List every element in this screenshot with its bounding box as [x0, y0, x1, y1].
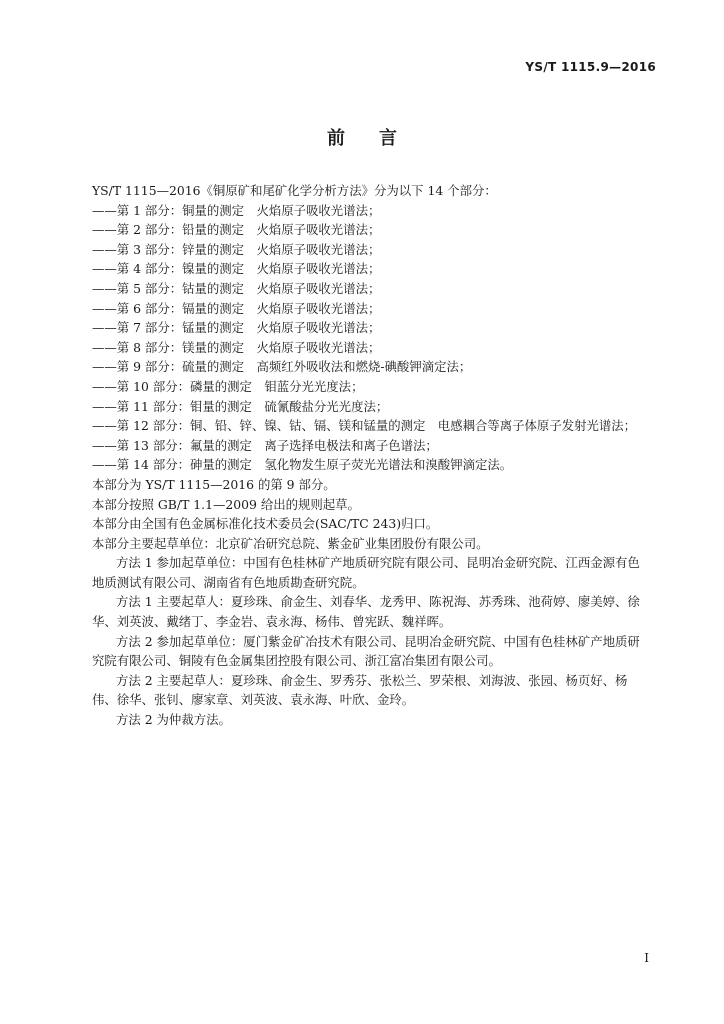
arbitration-method: 方法 2 为仲裁方法。	[116, 712, 231, 728]
intro-paragraph: YS/T 1115—2016《铜原矿和尾矿化学分析方法》分为以下 14 个部分：	[92, 183, 497, 198]
list-item-part-4: ——第 4 部分：镍量的测定 火焰原子吸收光谱法；	[92, 261, 381, 277]
list-item-part-5: ——第 5 部分：钴量的测定 火焰原子吸收光谱法；	[92, 280, 381, 296]
list-item-part-6: ——第 6 部分：镉量的测定 火焰原子吸收光谱法；	[92, 300, 381, 316]
parts-list	[92, 201, 648, 475]
list-item-part-12: ——第 12 部分：铜、铅、锌、镍、钴、镉、镁和锰量的测定 电感耦合等离子体原子发射光谱法；	[92, 418, 637, 434]
document-code: YS/T 1115.9—2016	[525, 60, 656, 74]
proposed-by: 本部分由全国有色金属标准化技术委员会(SAC/TC 243)归口。	[92, 516, 439, 532]
method2-drafting-units: 方法 2 参加起草单位：厦门紫金矿冶技术有限公司、昆明冶金研究院、中国有色桂林矿产地质研究院有限公司、铜陵有色金属集团控股有限公司、浙江富冶集团有限公司。	[92, 633, 640, 669]
part-statement: 本部分为 YS/T 1115—2016 的第 9 部分。	[92, 476, 336, 492]
method1-drafting-units: 方法 1 参加起草单位：中国有色桂林矿产地质研究院有限公司、昆明冶金研究院、江西金源有色地质测试有限公司、湖南省有色地质勘查研究院。	[92, 555, 640, 590]
method1-drafters: 方法 1 主要起草人：夏珍珠、俞金生、刘春华、龙秀甲、陈祝海、苏秀珠、池荷婷、廖美婷、徐华、刘英波、戴绪丁、李金岩、袁永海、杨伟、曾宪跃、魏祥晖。	[92, 594, 640, 630]
method2-drafters: 方法 2 主要起草人：夏珍珠、俞金生、罗秀芬、张松兰、罗荣根、刘海波、张园、杨页好、杨伟、徐华、张钊、廖家章、刘英波、袁永海、叶欣、金玲。	[92, 672, 628, 708]
page-title: 前言	[327, 128, 431, 149]
list-item-part-14: ——第 14 部分：砷量的测定 氢化物发生原子荧光光谱法和溴酸钾滴定法。	[92, 457, 513, 473]
list-item-part-13: ——第 13 部分：氟量的测定 离子选择电极法和离子色谱法；	[92, 437, 438, 453]
list-item-part-3: ——第 3 部分：锌量的测定 火焰原子吸收光谱法；	[92, 241, 381, 257]
page-number: I	[644, 951, 649, 965]
list-item-part-10: ——第 10 部分：磷量的测定 钼蓝分光光度法；	[92, 378, 364, 394]
list-item-part-2: ——第 2 部分：铅量的测定 火焰原子吸收光谱法；	[92, 222, 381, 238]
list-item-part-7: ——第 7 部分：锰量的测定 火焰原子吸收光谱法；	[92, 320, 381, 336]
list-item-part-11: ——第 11 部分：钼量的测定 硫氰酸盐分光光度法；	[92, 398, 389, 414]
drafting-rules: 本部分按照 GB/T 1.1—2009 给出的规则起草。	[92, 496, 360, 512]
list-item-part-9: ——第 9 部分：硫量的测定 高频红外吸收法和燃烧-碘酸钾滴定法；	[92, 359, 472, 375]
foreword-body	[92, 181, 648, 730]
list-item-part-8: ——第 8 部分：镁量的测定 火焰原子吸收光谱法；	[92, 339, 381, 355]
main-drafting-units: 本部分主要起草单位：北京矿冶研究总院、紫金矿业集团股份有限公司。	[92, 535, 489, 551]
list-item-part-1: ——第 1 部分：铜量的测定 火焰原子吸收光谱法；	[92, 202, 381, 218]
